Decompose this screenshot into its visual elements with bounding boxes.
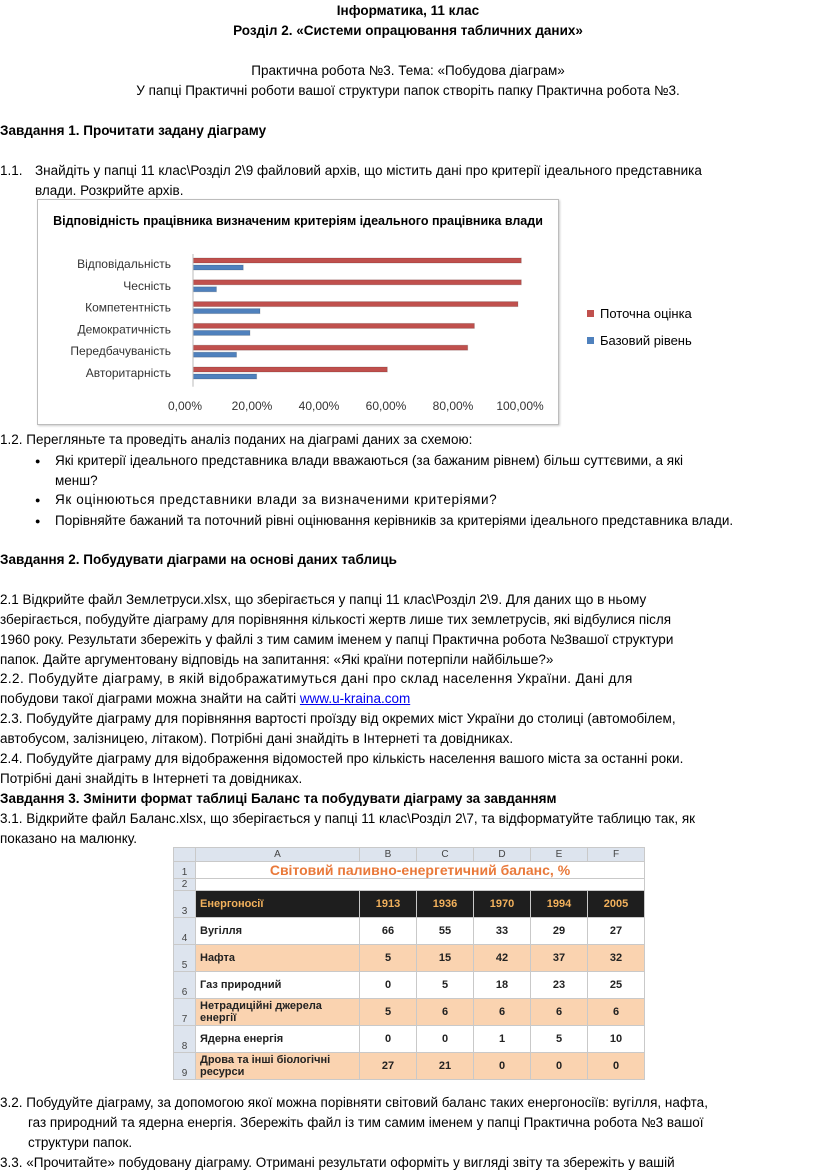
value-cell: 27 bbox=[360, 1053, 417, 1080]
value-cell: 55 bbox=[417, 918, 474, 945]
task1-1-text-cont: влади. Розкрийте архів. bbox=[35, 183, 184, 198]
task2-line-6 bbox=[0, 689, 410, 709]
sheet-header-row bbox=[174, 891, 645, 918]
value-cell: 32 bbox=[588, 945, 645, 972]
value-cell: 42 bbox=[474, 945, 531, 972]
value-cell: 6 bbox=[531, 999, 588, 1026]
bullet-3: ● Порівняйте бажаний та поточний рівні оцінювання керівників за критеріями ідеального представника влади. bbox=[55, 511, 733, 531]
task1-1-number: 1.1. bbox=[0, 163, 23, 178]
task2-line-6-text: побудови такої діаграми можна знайти на сайті bbox=[0, 691, 300, 706]
empty-row bbox=[196, 879, 645, 891]
x-tick-label: 80,00% bbox=[432, 399, 474, 413]
bullet-1: ● Які критерії ідеального представника влади вважаються (за бажаним рівнем) більш суттєвими, а які bbox=[55, 451, 683, 471]
work-title: Практична робота №3. Тема: «Побудова діаграм» bbox=[251, 63, 565, 78]
header-cell: 1970 bbox=[474, 891, 531, 918]
value-cell: 6 bbox=[474, 999, 531, 1026]
sheet-row bbox=[174, 862, 645, 879]
value-cell: 25 bbox=[588, 972, 645, 999]
task2-line-4: папок. Дайте аргументовану відповідь на запитання: «Які країни потерпіли найбільше?» bbox=[0, 652, 554, 667]
current-score-bar bbox=[193, 258, 521, 263]
row-number: 8 bbox=[174, 1026, 196, 1053]
energy-source-cell: Газ природний bbox=[196, 972, 360, 999]
task3-line-6: 3.3. «Прочитайте» побудовану діаграму. Отримані результати оформіть у вигляді звіту та збережіть у вашій bbox=[0, 1155, 675, 1170]
value-cell: 6 bbox=[417, 999, 474, 1026]
task1-title: Завдання 1. Прочитати задану діаграму bbox=[0, 123, 267, 138]
work-instruction: У папці Практичні роботи вашої структури папок створіть папку Практична робота №3. bbox=[136, 83, 680, 98]
legend-label-base: Базовий рівень bbox=[600, 333, 692, 348]
x-tick-label: 40,00% bbox=[298, 399, 340, 413]
task2-line-8: автобусом, залізницею, літаком). Потрібні дані знайдіть в Інтернеті та довідниках. bbox=[0, 731, 514, 746]
task2-title: Завдання 2. Побудувати діаграми на основі даних таблиць bbox=[0, 552, 397, 567]
task3-line-2: показано на малюнку. bbox=[0, 831, 137, 846]
base-level-bar bbox=[193, 352, 237, 357]
bullet-2: ● Як оцінюються представники влади за визначеними критеріями? bbox=[55, 490, 497, 510]
value-cell: 15 bbox=[417, 945, 474, 972]
header-cell: 1994 bbox=[531, 891, 588, 918]
header-cell: Енергоносії bbox=[196, 891, 360, 918]
value-cell: 5 bbox=[531, 1026, 588, 1053]
task3-line-1: 3.1. Відкрийте файл Баланс.xlsx, що зберігається у папці 11 клас\Розділ 2\7, та відформатуйте таблицю так, як bbox=[0, 811, 696, 826]
legend-swatch-current bbox=[587, 310, 594, 317]
value-cell: 37 bbox=[531, 945, 588, 972]
bar-chart bbox=[37, 199, 559, 425]
base-level-bar bbox=[193, 265, 243, 270]
x-tick-label: 60,00% bbox=[365, 399, 407, 413]
category-label: Відповідальність bbox=[77, 257, 171, 271]
value-cell: 21 bbox=[417, 1053, 474, 1080]
task2-line-7: 2.3. Побудуйте діаграму для порівняння вартості проїзду від окремих міст України до столиці (автомобілем, bbox=[0, 711, 676, 726]
category-label: Передбачуваність bbox=[70, 344, 171, 359]
sheet-title: Світовий паливно-енергетичний баланс, % bbox=[196, 862, 645, 879]
task2-line-2: зберігається, побудуйте діаграму для порівняння кількості жертв лише тих землетрусів, які відбулися після bbox=[0, 612, 672, 627]
header-cell: 2005 bbox=[588, 891, 645, 918]
row-number: 4 bbox=[174, 918, 196, 945]
value-cell: 66 bbox=[360, 918, 417, 945]
col-letter: C bbox=[417, 848, 474, 862]
row-number: 5 bbox=[174, 945, 196, 972]
chart-svg bbox=[38, 200, 558, 424]
sheet-data-row bbox=[174, 1053, 645, 1080]
value-cell: 10 bbox=[588, 1026, 645, 1053]
task1-2-text: 1.2. Перегляньте та проведіть аналіз поданих на діаграмі даних за схемою: bbox=[0, 432, 473, 447]
value-cell: 5 bbox=[360, 945, 417, 972]
value-cell: 5 bbox=[360, 999, 417, 1026]
current-score-bar bbox=[193, 280, 521, 285]
task3-line-3: 3.2. Побудуйте діаграму, за допомогою якої можна порівняти світовий баланс таких енергоносіїв: вугілля, нафта, bbox=[0, 1095, 708, 1110]
x-tick-label: 100,00% bbox=[496, 399, 544, 413]
column-header-row bbox=[174, 848, 645, 862]
value-cell: 0 bbox=[588, 1053, 645, 1080]
base-level-bar bbox=[193, 309, 260, 314]
balance-table bbox=[173, 847, 645, 1080]
energy-source-cell: Дрова та інші біологічні ресурси bbox=[196, 1053, 360, 1080]
sheet-data-row bbox=[174, 1026, 645, 1053]
value-cell: 29 bbox=[531, 918, 588, 945]
task2-line-3: 1960 року. Результати збережіть у файлі з тим самим іменем у папці Практична робота №3вашої структури bbox=[0, 632, 674, 647]
row-number: 3 bbox=[174, 891, 196, 918]
x-tick-label: 0,00% bbox=[167, 399, 203, 413]
bullet-1-cont: менш? bbox=[55, 473, 98, 488]
legend-swatch-base bbox=[587, 337, 594, 344]
base-level-bar bbox=[193, 287, 216, 292]
task3-line-5: структури папок. bbox=[28, 1135, 133, 1150]
category-label: Чесність bbox=[123, 278, 171, 293]
x-tick-label: 20,00% bbox=[231, 399, 273, 413]
sheet-data-row bbox=[174, 945, 645, 972]
task2-line-10: Потрібні дані знайдіть в Інтернеті та довідниках. bbox=[0, 771, 303, 786]
header-cell: 1913 bbox=[360, 891, 417, 918]
value-cell: 0 bbox=[531, 1053, 588, 1080]
row-number: 6 bbox=[174, 972, 196, 999]
sheet-data-row bbox=[174, 972, 645, 999]
sheet-data-row bbox=[174, 999, 645, 1026]
current-score-bar bbox=[193, 367, 387, 372]
value-cell: 18 bbox=[474, 972, 531, 999]
category-label: Компетентність bbox=[85, 300, 171, 315]
value-cell: 0 bbox=[474, 1053, 531, 1080]
header-cell: 1936 bbox=[417, 891, 474, 918]
value-cell: 23 bbox=[531, 972, 588, 999]
chart-title: Відповідність працівника визначеним критеріям ідеального працівника влади bbox=[53, 214, 543, 228]
base-level-bar bbox=[193, 330, 250, 335]
corner-cell bbox=[174, 848, 196, 862]
value-cell: 0 bbox=[360, 972, 417, 999]
task2-line-9: 2.4. Побудуйте діаграму для відображення відомостей про кількість населення вашого міста за останні роки. bbox=[0, 751, 684, 766]
task1-1-text: Знайдіть у папці 11 клас\Розділ 2\9 файловий архів, що містить дані про критерії ідеального представника bbox=[35, 163, 702, 178]
col-letter: E bbox=[531, 848, 588, 862]
sheet-data-row bbox=[174, 918, 645, 945]
row-number: 2 bbox=[174, 879, 196, 891]
u-kraina-link[interactable]: www.u-kraina.com bbox=[299, 691, 411, 706]
task2-line-5: 2.2. Побудуйте діаграму, в якій відображатимуться дані про склад населення України. Дані для bbox=[0, 671, 633, 686]
base-level-bar bbox=[193, 374, 257, 379]
category-label: Авторитарність bbox=[85, 366, 171, 380]
current-score-bar bbox=[193, 302, 518, 307]
energy-source-cell: Нетрадиційні джерела енергії bbox=[196, 999, 360, 1026]
category-label: Демократичність bbox=[77, 322, 171, 337]
value-cell: 5 bbox=[417, 972, 474, 999]
value-cell: 0 bbox=[417, 1026, 474, 1053]
value-cell: 0 bbox=[360, 1026, 417, 1053]
legend-label-current: Поточна оцінка bbox=[600, 306, 692, 321]
chart-legend bbox=[600, 305, 692, 350]
task2-line-1: 2.1 Відкрийте файл Землетруси.xlsx, що зберігається у папці 11 клас\Розділ 2\9. Для даних що в ньому bbox=[0, 592, 647, 607]
spreadsheet-image bbox=[173, 847, 644, 1080]
energy-source-cell: Ядерна енергія bbox=[196, 1026, 360, 1053]
current-score-bar bbox=[193, 323, 474, 328]
legend-item-base bbox=[600, 332, 692, 350]
col-letter: A bbox=[196, 848, 360, 862]
col-letter: B bbox=[360, 848, 417, 862]
task3-line-4: газ природний та ядерна енергія. Збережіть файл із тим самим іменем у папці Практична робота №3 вашої bbox=[28, 1115, 704, 1130]
value-cell: 6 bbox=[588, 999, 645, 1026]
section-title: Розділ 2. «Системи опрацювання табличних даних» bbox=[233, 23, 583, 38]
value-cell: 1 bbox=[474, 1026, 531, 1053]
legend-item-current bbox=[600, 305, 692, 323]
row-number: 1 bbox=[174, 862, 196, 879]
col-letter: F bbox=[588, 848, 645, 862]
sheet-row bbox=[174, 879, 645, 891]
energy-source-cell: Нафта bbox=[196, 945, 360, 972]
row-number: 9 bbox=[174, 1053, 196, 1080]
energy-source-cell: Вугілля bbox=[196, 918, 360, 945]
value-cell: 27 bbox=[588, 918, 645, 945]
col-letter: D bbox=[474, 848, 531, 862]
current-score-bar bbox=[193, 345, 468, 350]
value-cell: 33 bbox=[474, 918, 531, 945]
course-title: Інформатика, 11 клас bbox=[336, 3, 480, 18]
task3-title: Завдання 3. Змінити формат таблиці Баланс та побудувати діаграму за завданням bbox=[0, 791, 557, 806]
row-number: 7 bbox=[174, 999, 196, 1026]
